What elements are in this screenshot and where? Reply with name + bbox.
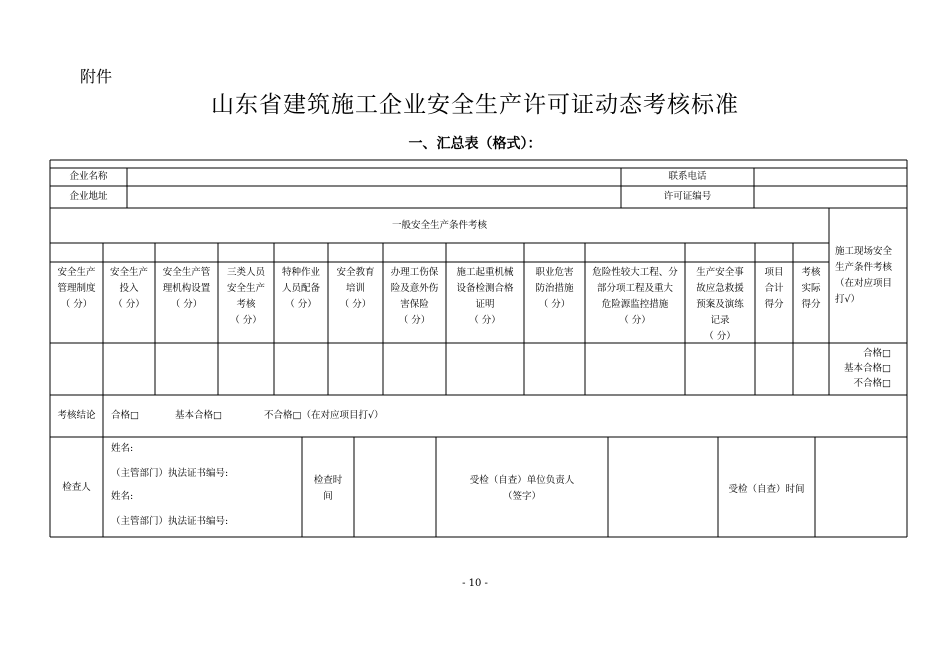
- column-header-line: 得分: [764, 299, 784, 310]
- site-conditions-header: [829, 244, 907, 308]
- column-header-line: 防治措施: [535, 283, 574, 294]
- column-header-line: 合计: [764, 283, 784, 294]
- annex-label: 附件: [80, 67, 113, 86]
- inspection-time-line: 间: [323, 491, 333, 502]
- column-header: [383, 265, 446, 329]
- column-header: [328, 265, 383, 313]
- column-header-line: 安全生产: [57, 267, 96, 278]
- site-option-basic-pass[interactable]: 基本合格□: [844, 363, 891, 374]
- site-header-line: 生产条件考核: [835, 262, 893, 273]
- column-header-line: 预案及演练: [696, 299, 744, 310]
- inspector-cert-1: （主管部门）执法证书编号:: [111, 468, 229, 479]
- site-option-pass[interactable]: 合格□: [863, 348, 891, 359]
- company-name-label: 企业名称: [69, 171, 108, 182]
- column-header-line: 安全生产管: [162, 267, 211, 278]
- column-header-line: 危险性较大工程、分: [592, 267, 678, 278]
- column-header-line: 证明: [475, 299, 495, 310]
- column-header-line: 危险源监控措施: [601, 299, 669, 310]
- column-header-line: 培训: [345, 283, 365, 294]
- column-header-line: 投入: [119, 283, 139, 294]
- inspection-time-label: [302, 473, 354, 505]
- column-header-line: 施工起重机械: [456, 267, 514, 278]
- site-result-options: [829, 346, 907, 391]
- column-header-line: 考核: [236, 299, 256, 310]
- inspector-name-2: 姓名:: [111, 491, 134, 502]
- column-header-line: 险及意外伤: [390, 283, 439, 294]
- column-header-line: 项目: [764, 267, 784, 278]
- column-header-line: 职业危害: [535, 267, 574, 278]
- column-header-line: 安全教育: [336, 267, 375, 278]
- column-header-line: （ 分）: [230, 315, 262, 326]
- general-conditions-header: 一般安全生产条件考核: [391, 220, 487, 231]
- document-title: 山东省建筑施工企业安全生产许可证动态考核标准: [211, 92, 739, 118]
- column-header-line: （ 分）: [339, 299, 372, 310]
- site-option-fail[interactable]: 不合格□: [853, 378, 891, 389]
- page-number: - 10 -: [462, 578, 488, 589]
- column-header: [218, 265, 274, 329]
- column-header-line: 设备检测合格: [456, 283, 514, 294]
- column-header-line: 特种作业: [281, 267, 320, 278]
- column-header-line: 办理工伤保: [390, 267, 439, 278]
- column-header-line: （ 分）: [60, 299, 93, 310]
- column-header: [685, 265, 755, 345]
- inspection-time-line: 检查时: [313, 475, 343, 486]
- site-header-line: （在对应项目: [835, 278, 893, 289]
- conclusion-option-basic-pass[interactable]: 基本合格□: [175, 410, 222, 421]
- column-header-line: 实际: [801, 283, 821, 294]
- column-header-line: 人员配备: [281, 283, 320, 294]
- responsible-person-line: 受检（自查）单位负责人: [469, 475, 575, 486]
- conclusion-option-pass[interactable]: 合格□: [111, 410, 139, 421]
- inspector-cert-2: （主管部门）执法证书编号:: [111, 516, 229, 527]
- column-header-line: （ 分）: [285, 299, 317, 310]
- column-header-line: 部分项工程及重大: [596, 283, 673, 294]
- column-header: [585, 265, 685, 329]
- column-header-line: 害保险: [400, 299, 429, 310]
- column-header-line: 记录: [710, 315, 730, 326]
- responsible-person-label: [436, 473, 608, 505]
- column-header: [446, 265, 524, 329]
- site-header-line: 施工现场安全: [835, 246, 893, 257]
- column-header-line: 安全生产: [109, 267, 148, 278]
- column-header-line: （ 分）: [704, 331, 736, 342]
- column-header-line: 得分: [801, 299, 821, 310]
- self-inspection-time-label: 受检（自查）时间: [728, 484, 805, 495]
- license-number-label: 许可证编号: [663, 191, 712, 202]
- column-header-line: （ 分）: [619, 315, 651, 326]
- column-header: [155, 265, 218, 313]
- contact-phone-label: 联系电话: [668, 171, 707, 182]
- column-header-line: （ 分）: [170, 299, 203, 310]
- column-header: [103, 265, 155, 313]
- column-header-line: 理机构设置: [162, 283, 211, 294]
- column-header-line: （ 分）: [113, 299, 145, 310]
- column-header: [524, 265, 585, 313]
- site-header-line: 打√）: [835, 294, 861, 305]
- column-header-line: 管理制度: [57, 283, 96, 294]
- company-address-label: 企业地址: [69, 191, 108, 202]
- responsible-person-line: （签字）: [502, 491, 541, 502]
- conclusion-label: 考核结论: [57, 410, 96, 421]
- inspector-name-1: 姓名:: [111, 443, 134, 454]
- column-header-line: 考核: [801, 267, 821, 278]
- column-header: [793, 265, 829, 313]
- column-header-line: 三类人员: [226, 267, 265, 278]
- column-header: [50, 265, 103, 313]
- column-header-line: （ 分）: [538, 299, 571, 310]
- column-header-line: 生产安全事: [696, 267, 744, 278]
- conclusion-option-fail[interactable]: 不合格□（在对应项目打√）: [264, 410, 384, 421]
- column-header-line: 故应急救援: [696, 283, 744, 294]
- column-header-line: 安全生产: [226, 283, 265, 294]
- section-subtitle: 一、汇总表（格式）：: [408, 136, 542, 152]
- column-header-line: （ 分）: [469, 315, 501, 326]
- column-header: [755, 265, 793, 313]
- column-header: [274, 265, 328, 313]
- column-header-line: （ 分）: [398, 315, 431, 326]
- inspector-label: 检查人: [62, 482, 91, 493]
